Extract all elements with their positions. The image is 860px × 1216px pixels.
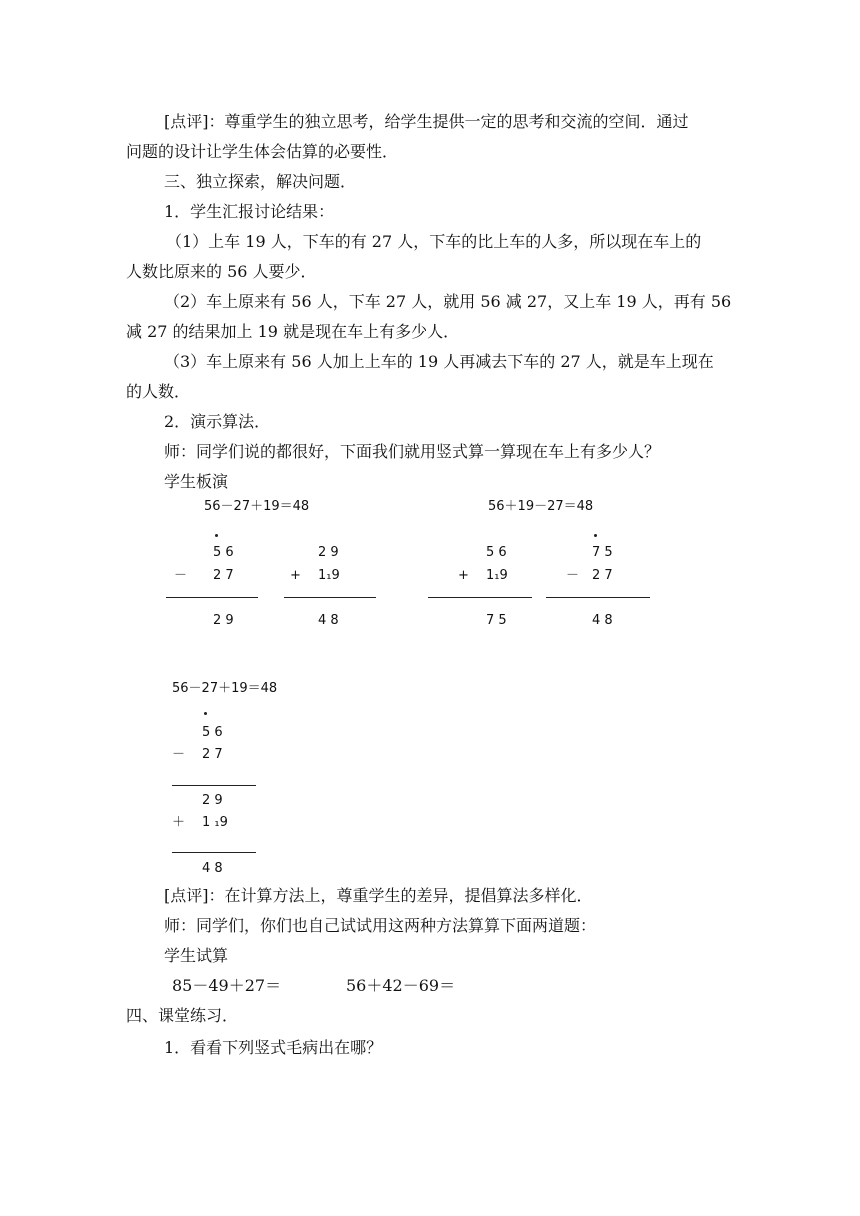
calc-a-s2-bottom: 1₁9 (318, 568, 340, 583)
result-2-line-1: （2）车上原来有 56 人，下车 27 人，就用 56 减 27，又上车 19 人，再有 56 (164, 292, 732, 311)
calc-c-result: 4 8 (202, 861, 223, 876)
calc-b-s1-op: + (458, 568, 469, 583)
calc-b-s2-result: 4 8 (592, 613, 613, 628)
calc-c-line-1 (172, 785, 256, 786)
item-2: 2．演示算法． (164, 412, 271, 431)
section-3-heading: 三、独立探索，解决问题． (164, 172, 357, 191)
question-1: 85－49＋27＝ (172, 976, 282, 995)
calc-b-s1-line (428, 597, 532, 598)
calc-b-s2-bottom: 2 7 (592, 568, 613, 583)
calc-b-s2-line (546, 597, 650, 598)
calc-c-addend: 1 ₁9 (202, 815, 228, 830)
result-1-line-2: 人数比原来的 56 人要少． (126, 262, 317, 281)
calc-a-s1-op: － (174, 568, 188, 583)
calc-c-top: 5 6 (202, 725, 223, 740)
calc-a-s1-top: 5 6 (213, 545, 234, 560)
calc-b-equation: 56＋19－27＝48 (488, 499, 594, 514)
calc-c-mid: 2 9 (202, 793, 223, 808)
result-2-line-2: 减 27 的结果加上 19 就是现在车上有多少人． (126, 322, 460, 341)
calc-a-s1-line (166, 597, 258, 598)
calc-c-subtrahend: 2 7 (202, 747, 223, 762)
calc-a-s2-top: 2 9 (318, 545, 339, 560)
calc-a-s1-result: 2 9 (213, 613, 234, 628)
trial-label: 学生试算 (164, 946, 229, 965)
calc-a-s2-result: 4 8 (318, 613, 339, 628)
result-1-line-1: （1）上车 19 人，下车的有 27 人，下车的比上车的人多，所以现在车上的 (166, 232, 702, 251)
board-label: 学生板演 (164, 472, 229, 491)
calc-b-s1-top: 5 6 (486, 545, 507, 560)
borrow-dot (204, 712, 207, 715)
comment-2: [点评]：在计算方法上，尊重学生的差异，提倡算法多样化． (164, 886, 593, 905)
calc-a-s1-bottom: 2 7 (213, 568, 234, 583)
calc-c-equation: 56－27＋19＝48 (172, 681, 278, 696)
comment-1-line-2: 问题的设计让学生体会估算的必要性． (126, 142, 399, 161)
comment-1-line-1: [点评]：尊重学生的独立思考，给学生提供一定的思考和交流的空间．通过 (164, 112, 689, 131)
calc-a-s2-line (284, 597, 376, 598)
question-2: 56＋42－69＝ (346, 976, 456, 995)
borrow-dot (594, 534, 597, 537)
section-4-heading: 四、课堂练习． (126, 1006, 239, 1025)
calc-a-s2-op: + (290, 568, 301, 583)
calc-b-s1-bottom: 1₁9 (486, 568, 508, 583)
calc-b-s2-op: － (566, 568, 580, 583)
result-3-line-2: 的人数． (126, 382, 191, 401)
calc-c-op-2: ＋ (172, 815, 186, 830)
calc-c-op-1: － (172, 747, 186, 762)
calc-a-equation: 56－27＋19＝48 (204, 499, 310, 514)
calc-c-line-2 (172, 852, 256, 853)
calc-b-s1-result: 7 5 (486, 613, 507, 628)
borrow-dot (215, 534, 218, 537)
item-1: 1．学生汇报讨论结果： (164, 202, 335, 221)
calc-b-s2-top: 7 5 (592, 545, 613, 560)
teacher-line-2: 师：同学们，你们也自己试试用这两种方法算算下面两道题： (164, 916, 597, 935)
result-3-line-1: （3）车上原来有 56 人加上上车的 19 人再减去下车的 27 人，就是车上现在 (164, 352, 714, 371)
practice-1: 1．看看下列竖式毛病出在哪？ (164, 1038, 383, 1057)
teacher-line-1: 师：同学们说的都很好，下面我们就用竖式算一算现在车上有多少人？ (164, 442, 661, 461)
